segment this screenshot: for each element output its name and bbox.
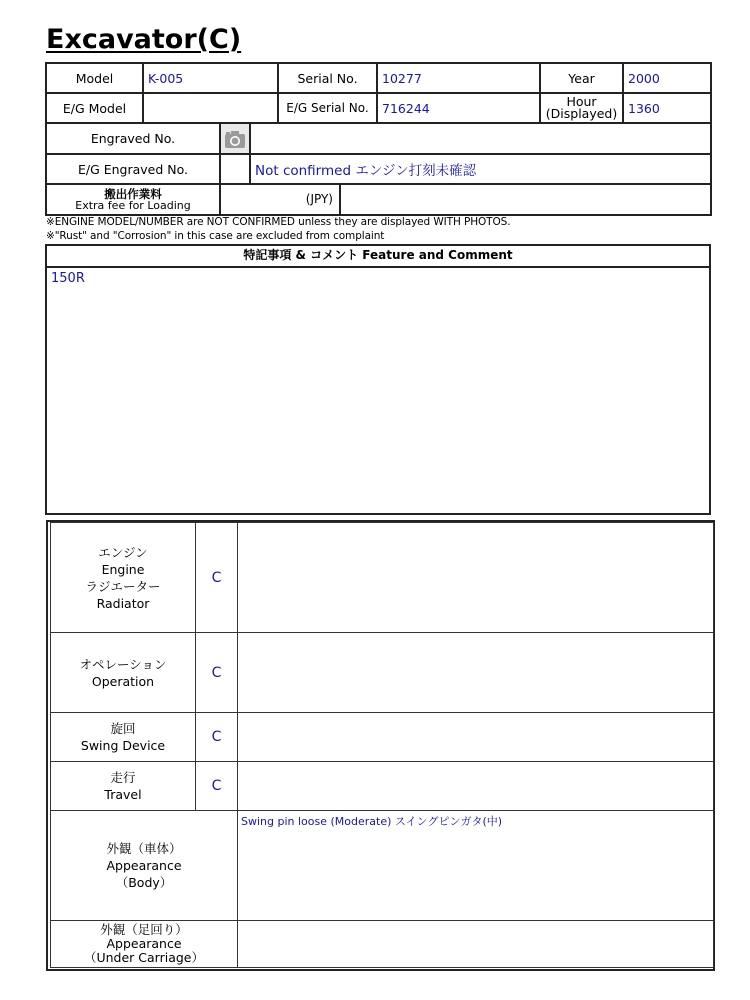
appearance-under-en2: （Under Carriage） [83, 950, 204, 965]
radiator-en: Radiator [96, 595, 150, 611]
feature-heading: 特記事項 & コメント Feature and Comment [47, 246, 709, 268]
engraved-label: Engraved No. [46, 123, 220, 154]
extra-fee-label-jp: 搬出作業料 [104, 186, 162, 201]
hour-label-line1: Hour [566, 94, 597, 109]
extra-fee-cell [220, 184, 711, 215]
appearance-body-comment: Swing pin loose (Moderate) スイングピンガタ(中) [238, 811, 714, 921]
note-engine: ※ENGINE MODEL/NUMBER are NOT CONFIRMED unless they are displayed WITH PHOTOS. [46, 216, 511, 228]
hour-label-line2: (Displayed) [545, 106, 618, 121]
appearance-under-category [51, 921, 238, 968]
eg-model-value [143, 93, 278, 123]
travel-en: Travel [104, 787, 142, 802]
engine-grade: C [196, 523, 238, 633]
page-title: Excavator(C) [46, 24, 242, 55]
operation-comment [238, 633, 714, 713]
appearance-under-jp: 外観（足回り） [100, 922, 188, 937]
swing-en: Swing Device [80, 738, 166, 753]
eg-engraved-photo-cell [221, 155, 251, 183]
swing-comment [238, 713, 714, 762]
eg-engraved-label: E/G Engraved No. [46, 154, 220, 184]
eg-model-label: E/G Model [46, 93, 143, 123]
inspection-table [50, 522, 714, 968]
appearance-body-jp: 外観（車体） [106, 841, 182, 856]
appearance-under-comment [238, 921, 714, 968]
operation-jp: オペレーション [79, 656, 167, 672]
extra-fee-currency: (JPY) [221, 185, 341, 214]
camera-icon [223, 127, 247, 151]
eg-engraved-value: Not confirmed エンジン打刻未確認 [255, 163, 477, 179]
year-label: Year [540, 63, 623, 93]
hour-value: 1360 [623, 93, 711, 123]
operation-grade: C [196, 633, 238, 713]
serial-label: Serial No. [278, 63, 377, 93]
engine-en: Engine [101, 561, 145, 577]
feature-comment-box [45, 244, 711, 515]
travel-jp: 走行 [110, 770, 136, 785]
year-value: 2000 [623, 63, 711, 93]
eg-serial-label: E/G Serial No. [278, 93, 377, 123]
engraved-value-cell [220, 123, 711, 154]
hour-label [540, 93, 623, 123]
operation-category [51, 633, 196, 713]
travel-comment [238, 762, 714, 811]
inspection-section [46, 520, 715, 971]
engine-comment [238, 523, 714, 633]
eg-serial-value: 716244 [377, 93, 540, 123]
travel-category [51, 762, 196, 811]
extra-fee-label [46, 184, 220, 215]
operation-en: Operation [91, 673, 155, 689]
appearance-body-en: Appearance [106, 858, 182, 873]
swing-grade: C [196, 713, 238, 762]
extra-fee-label-en: Extra fee for Loading [75, 198, 191, 212]
radiator-jp: ラジエーター [85, 578, 161, 594]
feature-text: 150R [51, 271, 85, 286]
model-label: Model [46, 63, 143, 93]
swing-category [51, 713, 196, 762]
spec-table [45, 62, 712, 216]
engine-jp: エンジン [98, 544, 148, 560]
engraved-photo-cell[interactable] [221, 124, 251, 153]
eg-engraved-cell [220, 154, 711, 184]
swing-jp: 旋回 [110, 721, 136, 736]
note-rust: ※"Rust" and "Corrosion" in this case are excluded from complaint [46, 230, 385, 242]
model-value: K-005 [143, 63, 278, 93]
engine-category [51, 523, 196, 633]
travel-grade: C [196, 762, 238, 811]
appearance-body-category [51, 811, 238, 921]
appearance-body-en2: （Body） [115, 875, 173, 890]
serial-value: 10277 [377, 63, 540, 93]
appearance-under-en: Appearance [106, 936, 182, 951]
